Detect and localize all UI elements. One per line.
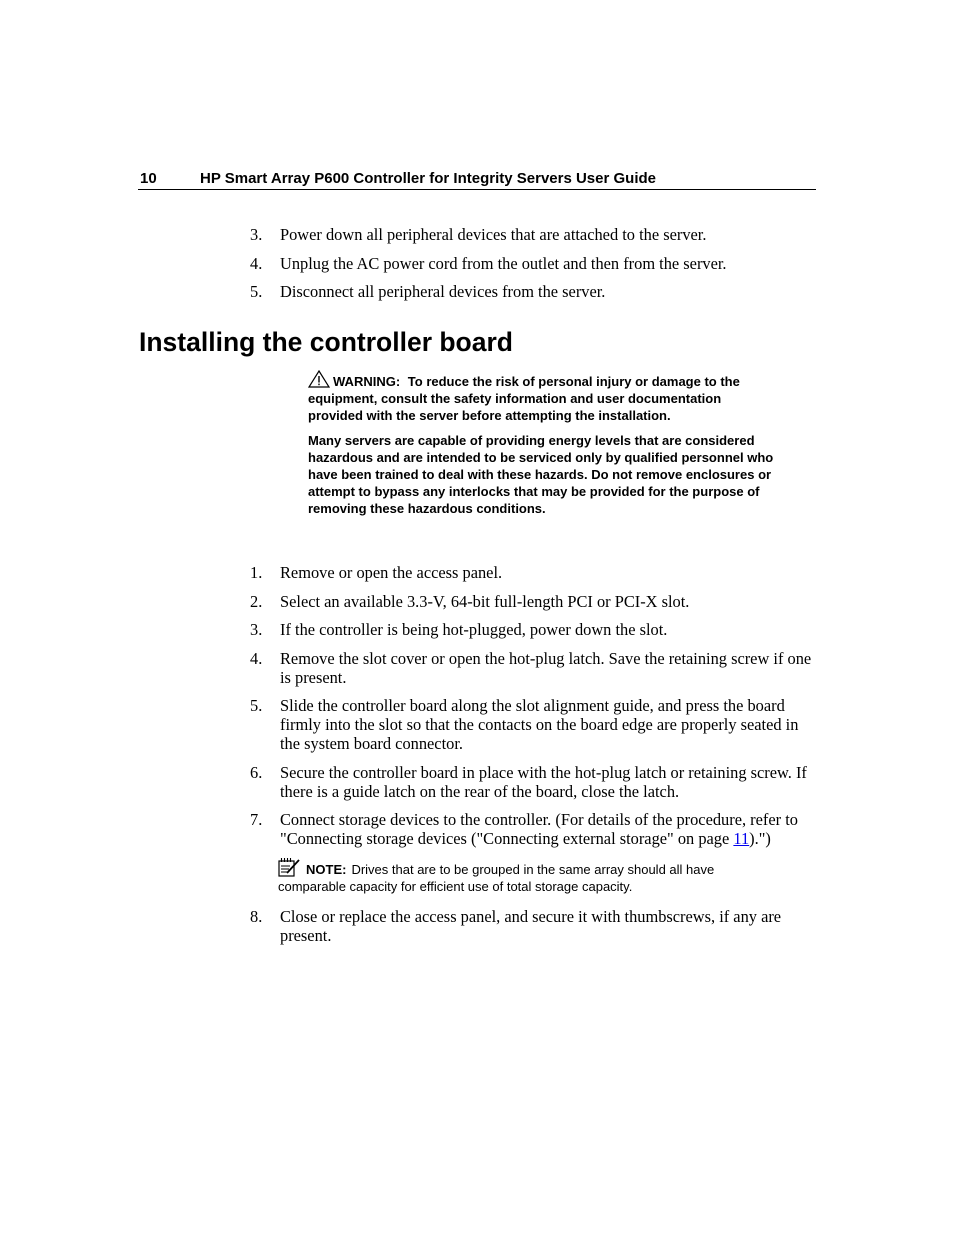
warning-text: To reduce the risk of personal injury or damage to the equipment, consult the safety information and user documentation provided with the server before attempting the installation. <box>308 374 740 423</box>
warning-label: WARNING: <box>333 374 401 389</box>
step-number: 1. <box>250 563 263 582</box>
step-number: 3. <box>250 225 263 244</box>
list-item <box>250 620 816 639</box>
warning-callout <box>308 370 778 526</box>
step-text: Remove or open the access panel. <box>280 563 503 582</box>
list-item <box>250 254 816 273</box>
step-text: Close or replace the access panel, and secure it with thumbscrews, if any are present. <box>280 907 782 945</box>
warning-triangle-icon <box>308 370 330 388</box>
list-item <box>250 592 816 611</box>
note-pad-icon <box>278 857 302 877</box>
step-text: Select an available 3.3-V, 64-bit full-length PCI or PCI-X slot. <box>280 591 690 611</box>
step-number: 2. <box>250 591 263 611</box>
step-text: Remove the slot cover or open the hot-plug latch. Save the retaining screw if one is present. <box>280 648 812 687</box>
step-number: 5. <box>250 696 263 715</box>
step-text-end: ).") <box>749 829 771 848</box>
warning-paragraph-2: Many servers are capable of providing energy levels that are considered hazardous and are intended to be serviced only by qualified personnel who have been trained to deal with these hazards. Do not remove enclosures or attempt to bypass any interlocks that may be provided for the purpose of removing these hazardous conditions. <box>308 433 774 516</box>
step-text: Disconnect all peripheral devices from the server. <box>280 282 606 301</box>
page-number: 10 <box>140 170 157 187</box>
step-text: Slide the controller board along the slot alignment guide, and press the board firmly into the slot so that the contacts on the board edge are properly seated in the system board connector. <box>280 696 799 753</box>
list-item <box>250 696 816 753</box>
install-step-list <box>250 563 816 857</box>
page-link[interactable]: 11 <box>733 829 750 848</box>
list-item <box>250 810 816 848</box>
list-item <box>250 225 816 244</box>
step-number: 3. <box>250 620 263 639</box>
top-step-list <box>250 225 816 311</box>
step-number: 4. <box>250 253 263 273</box>
step-text: If the controller is being hot-plugged, power down the slot. <box>280 620 668 639</box>
step-text: Connect storage devices to the controller. (For details of the procedure, refer to "Connecting storage devices ("Connecting external storage" on page <box>280 810 798 848</box>
header-title: HP Smart Array P600 Controller for Integrity Servers User Guide <box>200 170 656 187</box>
note-body <box>278 857 748 896</box>
step-number: 5. <box>250 282 263 301</box>
running-header <box>138 168 816 190</box>
step-text: Power down all peripheral devices that are attached to the server. <box>280 225 707 244</box>
step-text: Secure the controller board in place with the hot-plug latch or retaining screw. If there is a guide latch on the rear of the board, close the latch. <box>280 762 807 801</box>
step-number: 4. <box>250 648 263 668</box>
install-step-list-continued <box>250 907 816 945</box>
list-item <box>250 282 816 301</box>
list-item <box>250 907 816 945</box>
step-text: Unplug the AC power cord from the outlet and then from the server. <box>280 253 727 273</box>
step-number: 6. <box>250 762 263 782</box>
step-number: 7. <box>250 810 263 829</box>
step-number: 8. <box>250 907 263 926</box>
note-callout <box>278 857 748 896</box>
list-item <box>250 649 816 687</box>
section-title: Installing the controller board <box>139 327 513 357</box>
note-label: NOTE: <box>306 862 347 877</box>
warning-paragraph-1 <box>308 370 778 424</box>
list-item <box>250 763 816 801</box>
list-item <box>250 563 816 582</box>
note-text: Drives that are to be grouped in the same array should all have comparable capacity for efficient use of total storage capacity. <box>278 862 715 894</box>
